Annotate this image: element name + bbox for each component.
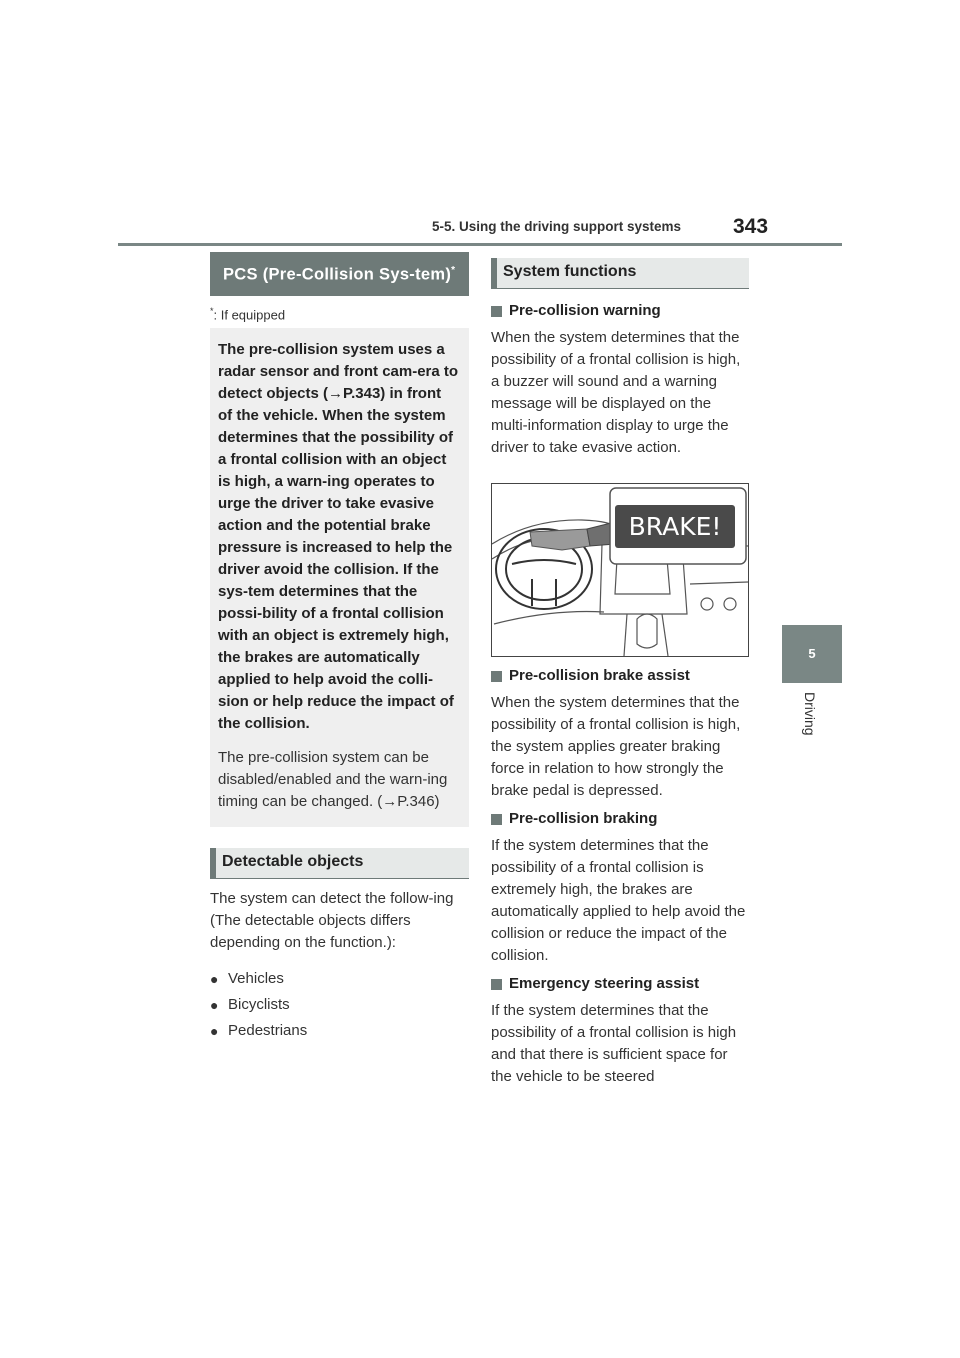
- page-number: 343: [733, 215, 769, 238]
- pcs-summary-box: [210, 328, 469, 827]
- brake-assist-title: Pre-collision brake assist: [491, 665, 749, 687]
- detectable-objects-heading: Detectable objects: [210, 848, 469, 879]
- braking-title: Pre-collision braking: [491, 808, 749, 830]
- list-item: ● Pedestrians: [210, 1020, 469, 1042]
- brake-warning-banner: BRAKE!: [615, 505, 735, 548]
- chapter-label: Driving: [802, 692, 818, 736]
- header-divider: [118, 243, 842, 246]
- square-bullet-icon: [491, 306, 502, 317]
- dashboard-illustration: [491, 483, 749, 657]
- bullet-icon: ●: [210, 1022, 219, 1039]
- list-item: ● Vehicles: [210, 968, 469, 990]
- right-column: [491, 258, 749, 1088]
- square-bullet-icon: [491, 979, 502, 990]
- bullet-icon: ●: [210, 970, 219, 987]
- chapter-tab[interactable]: 5: [782, 625, 842, 683]
- pcs-settings-note: The pre-collision system can be disabled/enabled and the warn-ing timing can be changed. (→P.346): [218, 748, 448, 810]
- footnote: *: If equipped: [210, 305, 286, 322]
- detectable-intro: The system can detect the follow-ing (The detectable objects differs depending on the function.):: [210, 889, 454, 951]
- list-item: ● Bicyclists: [210, 994, 469, 1016]
- detectable-list: [210, 968, 469, 1042]
- braking-text: If the system determines that the possibility of a frontal collision is extremely high, the brakes are automatically applied to help avoid the collision or reduce the impact of the collision.: [491, 837, 746, 964]
- brake-assist-text: When the system determines that the possibility of a frontal collision is high, the system applies greater braking force in relation to how strongly the brake pedal is depressed.: [491, 694, 741, 799]
- steering-assist-title: Emergency steering assist: [491, 973, 749, 995]
- square-bullet-icon: [491, 814, 502, 825]
- system-functions-heading: System functions: [491, 258, 749, 289]
- square-bullet-icon: [491, 671, 502, 682]
- section-title: 5-5. Using the driving support systems: [432, 219, 682, 234]
- pcs-heading: PCS (Pre-Collision Sys-tem)*: [210, 252, 469, 296]
- left-column: [210, 252, 469, 1046]
- bullet-icon: ●: [210, 996, 219, 1013]
- warning-text: When the system determines that the possibility of a frontal collision is high, a buzzer will sound and a warning message will be displayed on the multi-information display to urge the driver to take evasive action.: [491, 329, 741, 456]
- warning-title: Pre-collision warning: [491, 300, 749, 322]
- steering-assist-text: If the system determines that the possibility of a frontal collision is high and that there is sufficient space for the vehicle to be steered: [491, 1002, 737, 1085]
- pcs-summary-text: The pre-collision system uses a radar sensor and front cam-era to detect objects (→P.343) in front of the vehicle. When the system determines that the possibility of a frontal collision with an object is high, a warn-ing operates to urge the driver to take evasive action and the potential brake pressure is increased to help the driver avoid the collision. If the sys-tem determines that the possi-bility of a frontal collision with an object is extremely high, the brakes are automatically applied to help avoid the colli-sion or help reduce the impact of the collision.: [218, 340, 459, 732]
